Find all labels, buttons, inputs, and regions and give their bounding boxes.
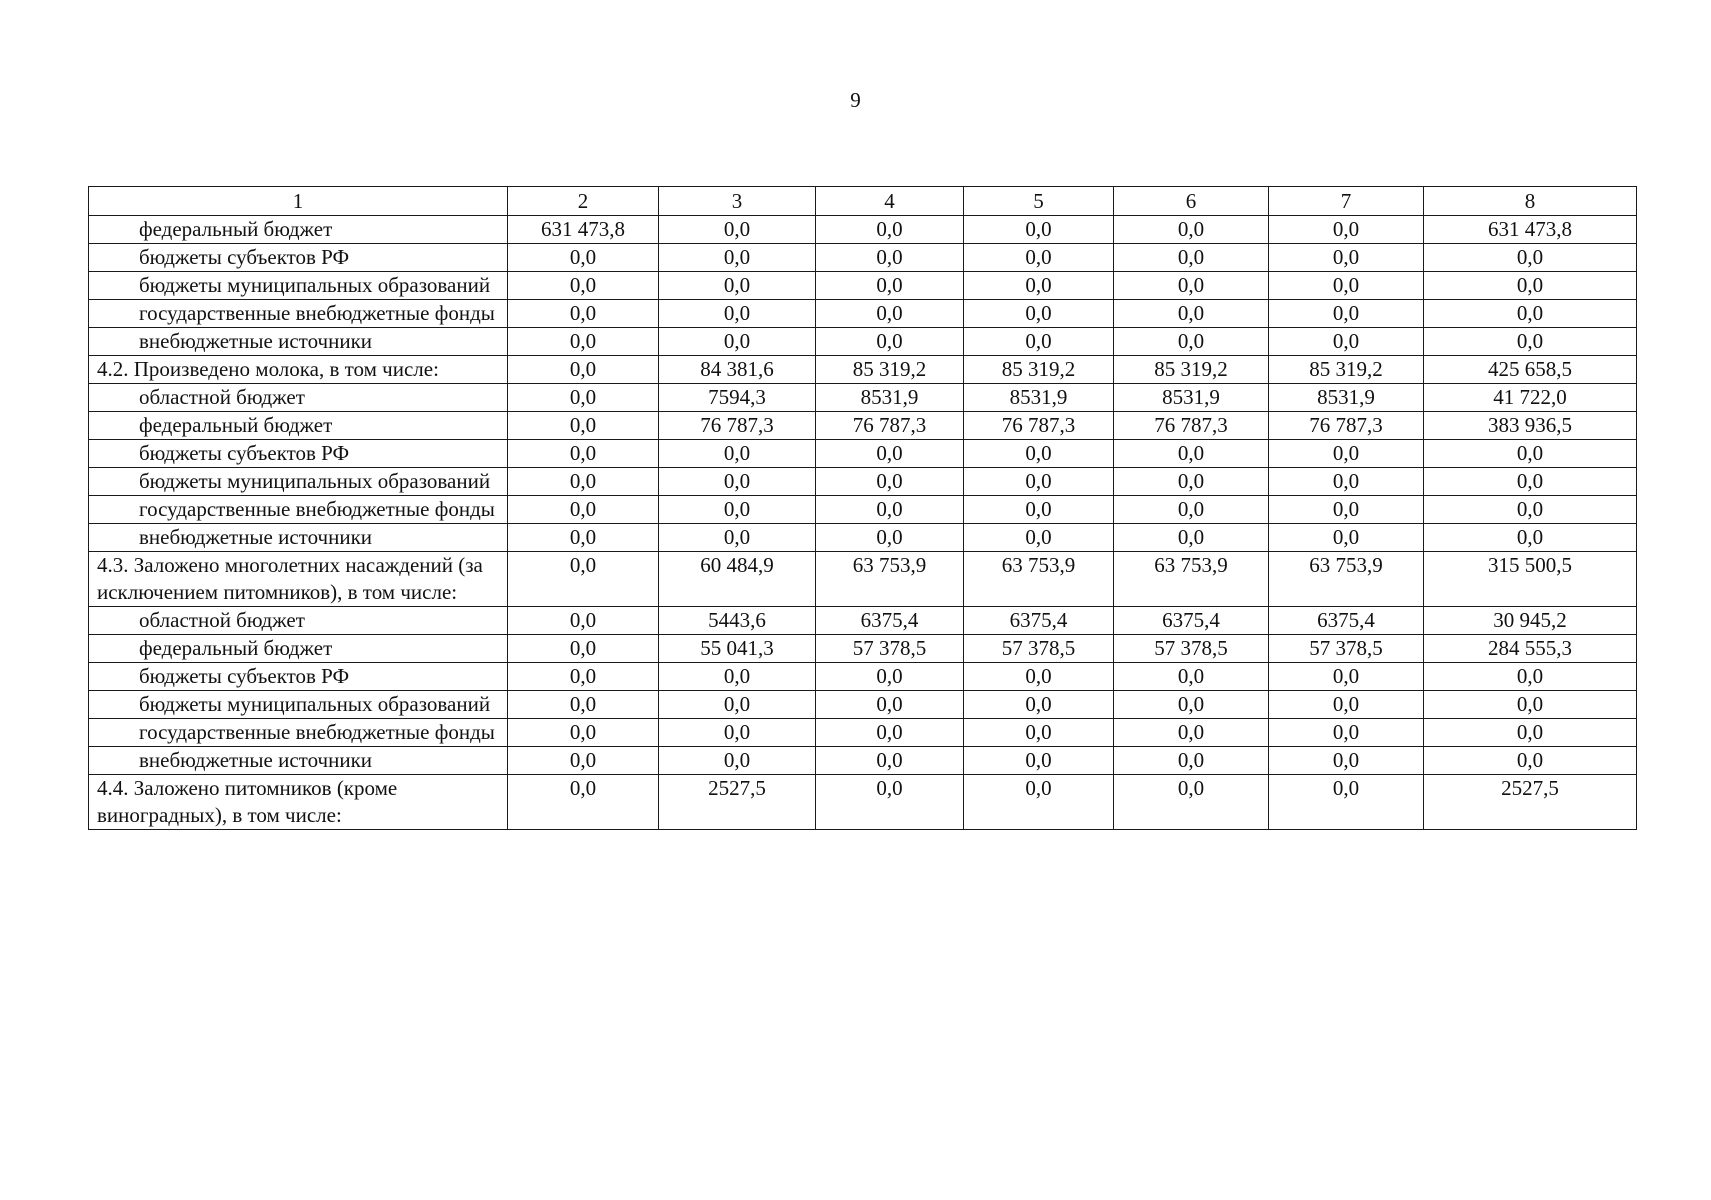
cell-value: 0,0 — [1424, 524, 1637, 552]
cell-value: 7594,3 — [659, 384, 816, 412]
table-row — [89, 607, 1637, 635]
cell-value: 6375,4 — [1114, 607, 1269, 635]
cell-value: 0,0 — [1269, 328, 1424, 356]
cell-value: 8531,9 — [1114, 384, 1269, 412]
cell-value: 57 378,5 — [964, 635, 1114, 663]
cell-value: 0,0 — [508, 747, 659, 775]
column-header: 7 — [1269, 187, 1424, 216]
cell-value: 0,0 — [1424, 719, 1637, 747]
row-label: федеральный бюджет — [89, 412, 508, 440]
cell-value: 0,0 — [816, 719, 964, 747]
cell-value: 0,0 — [964, 663, 1114, 691]
table-row — [89, 328, 1637, 356]
cell-value: 0,0 — [659, 524, 816, 552]
cell-value: 0,0 — [508, 635, 659, 663]
cell-value: 85 319,2 — [1269, 356, 1424, 384]
cell-value: 0,0 — [508, 328, 659, 356]
cell-value: 84 381,6 — [659, 356, 816, 384]
cell-value: 0,0 — [1114, 468, 1269, 496]
cell-value: 0,0 — [816, 440, 964, 468]
cell-value: 0,0 — [1269, 468, 1424, 496]
cell-value: 0,0 — [964, 328, 1114, 356]
cell-value: 0,0 — [1114, 328, 1269, 356]
column-header: 8 — [1424, 187, 1637, 216]
cell-value: 0,0 — [816, 328, 964, 356]
cell-value: 0,0 — [1424, 328, 1637, 356]
cell-value: 0,0 — [659, 440, 816, 468]
cell-value: 0,0 — [816, 244, 964, 272]
row-label: бюджеты муниципальных образований — [89, 272, 508, 300]
table-row — [89, 244, 1637, 272]
column-header: 3 — [659, 187, 816, 216]
cell-value: 57 378,5 — [1114, 635, 1269, 663]
cell-value: 0,0 — [1114, 719, 1269, 747]
cell-value: 0,0 — [964, 691, 1114, 719]
cell-value: 0,0 — [508, 775, 659, 830]
table-group-row — [89, 775, 1637, 830]
cell-value: 0,0 — [1114, 216, 1269, 244]
table-row — [89, 412, 1637, 440]
cell-value: 85 319,2 — [1114, 356, 1269, 384]
row-label: внебюджетные источники — [89, 747, 508, 775]
cell-value: 0,0 — [816, 272, 964, 300]
table-row — [89, 719, 1637, 747]
table-group-row — [89, 356, 1637, 384]
cell-value: 63 753,9 — [964, 552, 1114, 607]
table-row — [89, 691, 1637, 719]
row-label: 4.4. Заложено питомников (кроме виноградных), в том числе: — [89, 775, 508, 830]
row-label: внебюджетные источники — [89, 328, 508, 356]
row-label: внебюджетные источники — [89, 524, 508, 552]
table-row — [89, 300, 1637, 328]
cell-value: 0,0 — [508, 552, 659, 607]
row-label: государственные внебюджетные фонды — [89, 496, 508, 524]
table-row — [89, 216, 1637, 244]
budget-table — [88, 186, 1637, 830]
cell-value: 0,0 — [508, 356, 659, 384]
table-row — [89, 524, 1637, 552]
cell-value: 0,0 — [1269, 496, 1424, 524]
cell-value: 76 787,3 — [1114, 412, 1269, 440]
cell-value: 57 378,5 — [816, 635, 964, 663]
cell-value: 0,0 — [1114, 300, 1269, 328]
cell-value: 0,0 — [1269, 775, 1424, 830]
cell-value: 0,0 — [508, 607, 659, 635]
cell-value: 2527,5 — [659, 775, 816, 830]
cell-value: 0,0 — [1114, 691, 1269, 719]
table-row — [89, 747, 1637, 775]
row-label: государственные внебюджетные фонды — [89, 300, 508, 328]
cell-value: 0,0 — [659, 663, 816, 691]
cell-value: 0,0 — [1424, 468, 1637, 496]
cell-value: 0,0 — [508, 244, 659, 272]
row-label: бюджеты субъектов РФ — [89, 440, 508, 468]
row-label: бюджеты субъектов РФ — [89, 244, 508, 272]
row-label: бюджеты субъектов РФ — [89, 663, 508, 691]
row-label: федеральный бюджет — [89, 635, 508, 663]
cell-value: 0,0 — [1424, 496, 1637, 524]
cell-value: 0,0 — [1269, 719, 1424, 747]
cell-value: 425 658,5 — [1424, 356, 1637, 384]
cell-value: 0,0 — [508, 496, 659, 524]
cell-value: 0,0 — [659, 216, 816, 244]
cell-value: 0,0 — [508, 468, 659, 496]
cell-value: 0,0 — [659, 328, 816, 356]
column-header: 6 — [1114, 187, 1269, 216]
cell-value: 63 753,9 — [1269, 552, 1424, 607]
cell-value: 0,0 — [508, 440, 659, 468]
cell-value: 0,0 — [964, 775, 1114, 830]
table-row — [89, 384, 1637, 412]
cell-value: 0,0 — [659, 300, 816, 328]
row-label: областной бюджет — [89, 384, 508, 412]
cell-value: 57 378,5 — [1269, 635, 1424, 663]
cell-value: 0,0 — [659, 691, 816, 719]
cell-value: 0,0 — [1114, 272, 1269, 300]
cell-value: 0,0 — [1424, 272, 1637, 300]
cell-value: 0,0 — [964, 468, 1114, 496]
cell-value: 315 500,5 — [1424, 552, 1637, 607]
cell-value: 0,0 — [508, 412, 659, 440]
cell-value: 0,0 — [1424, 300, 1637, 328]
cell-value: 0,0 — [1114, 524, 1269, 552]
cell-value: 76 787,3 — [816, 412, 964, 440]
cell-value: 8531,9 — [816, 384, 964, 412]
cell-value: 0,0 — [816, 496, 964, 524]
cell-value: 0,0 — [816, 775, 964, 830]
cell-value: 0,0 — [1114, 663, 1269, 691]
cell-value: 0,0 — [1269, 216, 1424, 244]
cell-value: 0,0 — [964, 300, 1114, 328]
cell-value: 0,0 — [508, 663, 659, 691]
cell-value: 0,0 — [816, 216, 964, 244]
cell-value: 55 041,3 — [659, 635, 816, 663]
cell-value: 0,0 — [964, 496, 1114, 524]
cell-value: 0,0 — [659, 468, 816, 496]
cell-value: 0,0 — [1269, 524, 1424, 552]
cell-value: 0,0 — [816, 300, 964, 328]
table-row — [89, 496, 1637, 524]
cell-value: 0,0 — [1269, 691, 1424, 719]
cell-value: 0,0 — [816, 663, 964, 691]
cell-value: 0,0 — [1269, 244, 1424, 272]
row-label: бюджеты муниципальных образований — [89, 691, 508, 719]
row-label: бюджеты муниципальных образований — [89, 468, 508, 496]
cell-value: 76 787,3 — [1269, 412, 1424, 440]
cell-value: 0,0 — [1269, 747, 1424, 775]
cell-value: 0,0 — [1114, 440, 1269, 468]
cell-value: 0,0 — [964, 244, 1114, 272]
cell-value: 0,0 — [964, 216, 1114, 244]
cell-value: 63 753,9 — [816, 552, 964, 607]
cell-value: 8531,9 — [964, 384, 1114, 412]
row-label: областной бюджет — [89, 607, 508, 635]
table-group-row — [89, 552, 1637, 607]
cell-value: 0,0 — [816, 747, 964, 775]
cell-value: 0,0 — [659, 272, 816, 300]
cell-value: 2527,5 — [1424, 775, 1637, 830]
table-row — [89, 440, 1637, 468]
cell-value: 0,0 — [964, 747, 1114, 775]
cell-value: 0,0 — [508, 272, 659, 300]
table-row — [89, 272, 1637, 300]
cell-value: 0,0 — [659, 244, 816, 272]
cell-value: 0,0 — [508, 524, 659, 552]
row-label: федеральный бюджет — [89, 216, 508, 244]
cell-value: 0,0 — [1424, 440, 1637, 468]
cell-value: 0,0 — [964, 719, 1114, 747]
cell-value: 63 753,9 — [1114, 552, 1269, 607]
column-header: 1 — [89, 187, 508, 216]
cell-value: 5443,6 — [659, 607, 816, 635]
cell-value: 0,0 — [1424, 747, 1637, 775]
cell-value: 0,0 — [659, 747, 816, 775]
column-header: 4 — [816, 187, 964, 216]
table-row — [89, 468, 1637, 496]
cell-value: 0,0 — [964, 524, 1114, 552]
cell-value: 0,0 — [1424, 691, 1637, 719]
table-body — [89, 216, 1637, 830]
cell-value: 85 319,2 — [816, 356, 964, 384]
table-row — [89, 663, 1637, 691]
cell-value: 0,0 — [1269, 300, 1424, 328]
cell-value: 6375,4 — [964, 607, 1114, 635]
cell-value: 0,0 — [1269, 663, 1424, 691]
cell-value: 0,0 — [1114, 775, 1269, 830]
cell-value: 0,0 — [816, 468, 964, 496]
row-label: государственные внебюджетные фонды — [89, 719, 508, 747]
page-number: 9 — [850, 88, 861, 112]
cell-value: 383 936,5 — [1424, 412, 1637, 440]
table-header-row — [89, 187, 1637, 216]
cell-value: 631 473,8 — [508, 216, 659, 244]
cell-value: 0,0 — [816, 691, 964, 719]
cell-value: 76 787,3 — [964, 412, 1114, 440]
cell-value: 0,0 — [508, 300, 659, 328]
cell-value: 0,0 — [659, 496, 816, 524]
cell-value: 6375,4 — [816, 607, 964, 635]
cell-value: 284 555,3 — [1424, 635, 1637, 663]
cell-value: 0,0 — [508, 719, 659, 747]
cell-value: 0,0 — [1269, 272, 1424, 300]
row-label: 4.2. Произведено молока, в том числе: — [89, 356, 508, 384]
cell-value: 30 945,2 — [1424, 607, 1637, 635]
column-header: 5 — [964, 187, 1114, 216]
cell-value: 0,0 — [1424, 663, 1637, 691]
column-header: 2 — [508, 187, 659, 216]
table-row — [89, 635, 1637, 663]
cell-value: 8531,9 — [1269, 384, 1424, 412]
cell-value: 0,0 — [964, 440, 1114, 468]
cell-value: 0,0 — [964, 272, 1114, 300]
cell-value: 0,0 — [1114, 747, 1269, 775]
cell-value: 76 787,3 — [659, 412, 816, 440]
cell-value: 0,0 — [508, 691, 659, 719]
row-label: 4.3. Заложено многолетних насаждений (за исключением питомников), в том числе: — [89, 552, 508, 607]
cell-value: 0,0 — [1424, 244, 1637, 272]
cell-value: 0,0 — [816, 524, 964, 552]
cell-value: 85 319,2 — [964, 356, 1114, 384]
cell-value: 0,0 — [1114, 496, 1269, 524]
cell-value: 631 473,8 — [1424, 216, 1637, 244]
cell-value: 0,0 — [1269, 440, 1424, 468]
cell-value: 0,0 — [508, 384, 659, 412]
cell-value: 6375,4 — [1269, 607, 1424, 635]
cell-value: 0,0 — [659, 719, 816, 747]
cell-value: 41 722,0 — [1424, 384, 1637, 412]
cell-value: 0,0 — [1114, 244, 1269, 272]
cell-value: 60 484,9 — [659, 552, 816, 607]
